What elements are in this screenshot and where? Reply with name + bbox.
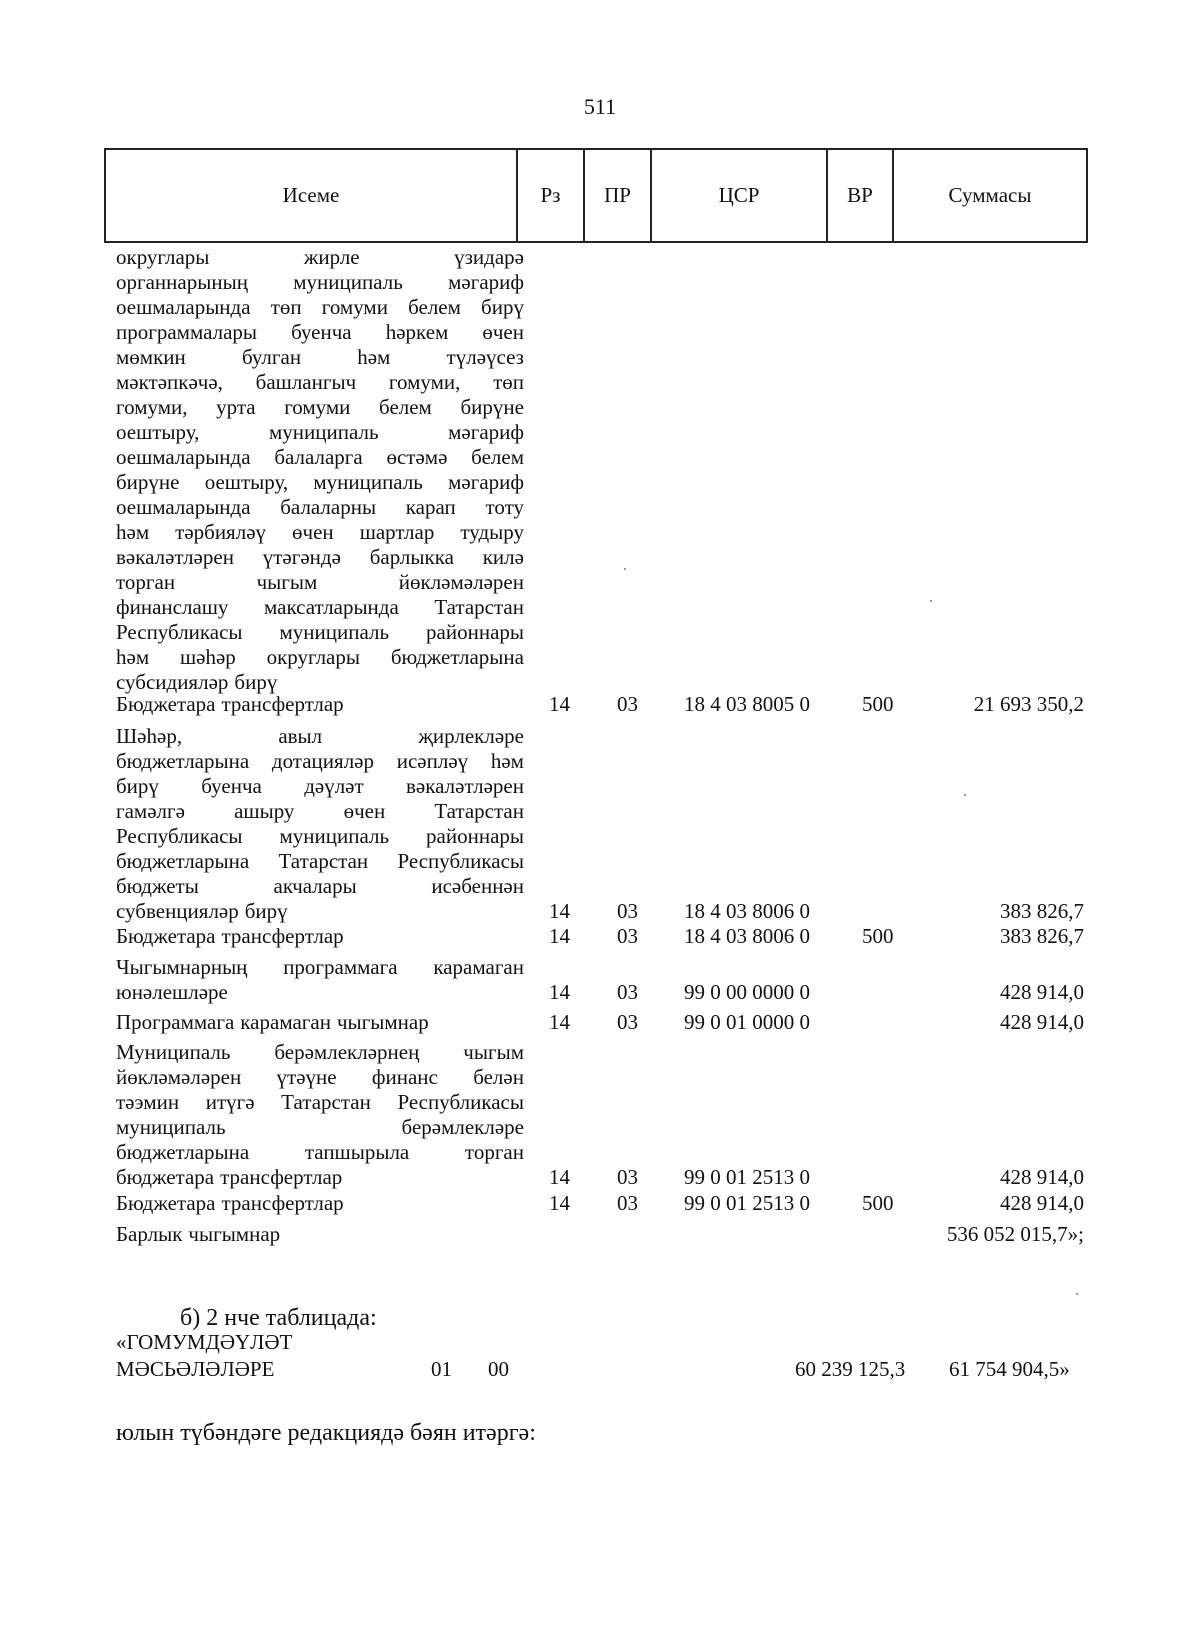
row-sum: 383 826,7	[1000, 924, 1084, 948]
row-pr: 03	[617, 924, 638, 948]
row-vr: 500	[862, 692, 894, 716]
row-vr: 500	[862, 1191, 894, 1215]
row-name-line: йөкләмәләрен үтәүне финанс белән	[116, 1065, 524, 1089]
row-rz: 14	[549, 899, 570, 923]
row-name-line: программалары буенча һәркем өчен	[116, 320, 524, 344]
row-sum: 383 826,7	[1000, 899, 1084, 923]
row-name	[116, 1222, 524, 1247]
row-name-line: бирү буенча дәүләт вәкаләтләрен	[116, 774, 524, 798]
scan-speck	[624, 568, 626, 570]
row-rz: 14	[549, 1010, 570, 1034]
row-pr: 03	[617, 899, 638, 923]
row-name-line: бюджетларына тапшырыла торган	[116, 1140, 524, 1164]
row-name-line: һәм шәһәр округлары бюджетларына	[116, 645, 524, 669]
row-name	[116, 1191, 524, 1216]
row-name-line: оешмаларында балаларны карап тоту	[116, 495, 524, 519]
row-name-line: вәкаләтләрен үтәгәндә барлыкка килә	[116, 545, 524, 569]
section-b-sum1: 60 239 125,3	[795, 1357, 906, 1381]
section-b-title: б) 2 нче таблицада:	[180, 1305, 377, 1331]
row-csr: 99 0 00 0000 0	[684, 980, 810, 1004]
row-name-line: Муниципаль берәмлекләрнең чыгым	[116, 1040, 524, 1064]
row-name-line: оешмаларында балаларга өстәмә белем	[116, 445, 524, 469]
row-csr: 18 4 03 8005 0	[684, 692, 810, 716]
row-csr: 99 0 01 2513 0	[684, 1165, 810, 1189]
row-pr: 03	[617, 980, 638, 1004]
row-name-line: тәэмин итүгә Татарстан Республикасы	[116, 1090, 524, 1114]
row-name-line: Программага карамаган чыгымнар	[116, 1010, 429, 1034]
row-csr: 99 0 01 2513 0	[684, 1191, 810, 1215]
row-sum: 428 914,0	[1000, 1010, 1084, 1034]
row-name-line: Бюджетара трансфертлар	[116, 924, 344, 948]
row-name-line: Чыгымнарның программага карамаган	[116, 955, 524, 979]
row-name	[116, 1010, 524, 1035]
row-name-line: субвенцияләр бирү	[116, 899, 288, 923]
section-b-rz: 01	[431, 1357, 452, 1381]
row-name	[116, 692, 524, 717]
row-rz: 14	[549, 924, 570, 948]
row-sum: 21 693 350,2	[973, 692, 1084, 716]
row-name-line: муниципаль берәмлекләре	[116, 1115, 524, 1139]
row-name-line: гомуми, урта гомуми белем бирүне	[116, 395, 524, 419]
row-name-line: Бюджетара трансфертлар	[116, 692, 344, 716]
row-vr: 500	[862, 924, 894, 948]
row-name-line: бюджетларына дотацияләр исәпләү һәм	[116, 749, 524, 773]
scan-speck	[1076, 1293, 1078, 1295]
row-rz: 14	[549, 1191, 570, 1215]
row-rz: 14	[549, 980, 570, 1004]
row-name-line: финанслашу максатларында Татарстан	[116, 595, 524, 619]
scan-speck	[964, 794, 966, 796]
row-name	[116, 924, 524, 949]
row-name	[116, 1040, 524, 1190]
header-csr: ЦСР	[651, 149, 827, 242]
row-pr: 03	[617, 1191, 638, 1215]
row-name-line: мөмкин булган һәм түләүсез	[116, 345, 524, 369]
row-name-line: бюджетларына Татарстан Республикасы	[116, 849, 524, 873]
row-name-line: Шәһәр, авыл җирлекләре	[116, 724, 524, 748]
row-pr: 03	[617, 692, 638, 716]
header-rz: Рз	[517, 149, 584, 242]
row-name-line: һәм тәрбияләү өчен шартлар тудыру	[116, 520, 524, 544]
row-name-line: бюджеты акчалары исәбеннән	[116, 874, 524, 898]
row-name-line: торган чыгым йөкләмәләрен	[116, 570, 524, 594]
scan-speck	[930, 600, 932, 602]
row-csr: 99 0 01 0000 0	[684, 1010, 810, 1034]
row-name-line: Бюджетара трансфертлар	[116, 1191, 344, 1215]
header-pr: ПР	[584, 149, 651, 242]
row-name-line: мәктәпкәчә, башлангыч гомуми, төп	[116, 370, 524, 394]
row-rz: 14	[549, 1165, 570, 1189]
row-sum: 428 914,0	[1000, 1191, 1084, 1215]
row-name-line: бюджетара трансфертлар	[116, 1165, 343, 1189]
row-name-line: оешмаларында төп гомуми белем бирү	[116, 295, 524, 319]
row-name-line: органнарының муниципаль мәгариф	[116, 270, 524, 294]
row-pr: 03	[617, 1165, 638, 1189]
section-b-sum2: 61 754 904,5»	[949, 1357, 1070, 1381]
section-b-line1: «ГОМУМДӘҮЛӘТ	[116, 1330, 293, 1354]
page-number: 511	[583, 94, 617, 119]
row-name	[116, 245, 524, 695]
section-b-end: юлын түбәндәге редакциядә бәян итәргә:	[116, 1420, 536, 1446]
header-sum: Суммасы	[893, 149, 1087, 242]
row-name	[116, 724, 524, 924]
row-name	[116, 955, 524, 1005]
header-vr: ВР	[827, 149, 893, 242]
row-name-line: гамәлгә ашыру өчен Татарстан	[116, 799, 524, 823]
row-sum: 428 914,0	[1000, 1165, 1084, 1189]
row-name-line: Барлык чыгымнар	[116, 1222, 281, 1246]
row-name-line: оештыру, муниципаль мәгариф	[116, 420, 524, 444]
row-csr: 18 4 03 8006 0	[684, 899, 810, 923]
row-name-line: бирүне оештыру, муниципаль мәгариф	[116, 470, 524, 494]
table-header	[104, 148, 1088, 243]
row-name-line: Республикасы муниципаль районнары	[116, 620, 524, 644]
section-b-pr: 00	[488, 1357, 509, 1381]
row-sum: 428 914,0	[1000, 980, 1084, 1004]
row-csr: 18 4 03 8006 0	[684, 924, 810, 948]
row-name-line: округлары жирле үзидарә	[116, 245, 524, 269]
section-b-line2: МӘСЬӘЛӘЛӘРЕ	[116, 1357, 275, 1381]
row-name-line: Республикасы муниципаль районнары	[116, 824, 524, 848]
row-rz: 14	[549, 692, 570, 716]
row-name-line: субсидияләр бирү	[116, 670, 278, 694]
header-name: Исеме	[105, 149, 517, 242]
row-sum: 536 052 015,7»;	[946, 1222, 1084, 1246]
row-name-line: юнәлешләре	[116, 980, 228, 1004]
row-pr: 03	[617, 1010, 638, 1034]
